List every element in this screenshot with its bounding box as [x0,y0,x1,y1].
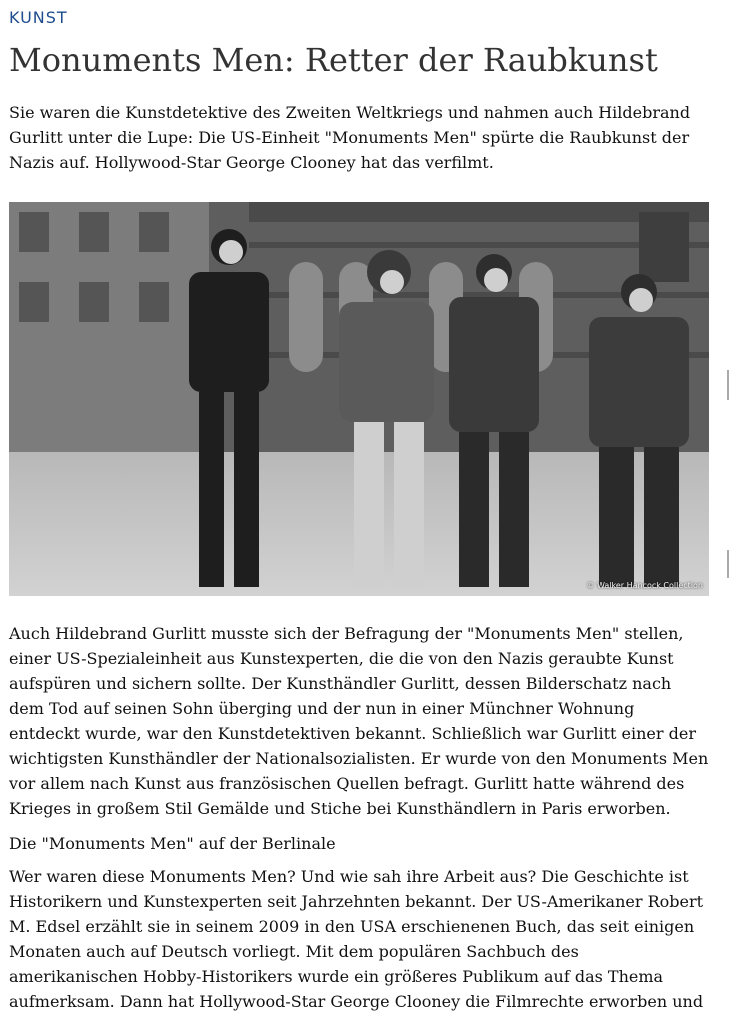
photo-illustration [9,202,709,596]
body-subheading: Die "Monuments Men" auf der Berlinale [9,834,336,853]
section-label[interactable]: KUNST [9,8,68,27]
article-lead: Sie waren die Kunstdetektive des Zweiten Weltkriegs und nahmen auch Hildebrand Gurlitt unter die Lupe: Die US-Einheit "Monuments Men" spürte die Raubkunst der Nazis auf. Hollywood-Star George Clooney hat das verfilmt. [9,103,691,172]
sidebar-edge-line [727,370,729,400]
article-body [9,621,709,1014]
article-photo [9,202,709,596]
body-paragraph-1: Auch Hildebrand Gurlitt musste sich der Befragung der "Monuments Men" stellen, einer US-Spezialeinheit aus Kunstexperten, die die von den Nazis geraubte Kunst aufspüren und sichern sollte. Der Kunsthändler Gurlitt, dessen Bilderschatz nach dem Tod auf seinen Sohn überging und der nun in einer Münchner Wohnung entdeckt wurde, war den Kunstdetektiven bekannt. Schließlich war Gurlitt einer der wichtigsten Kunsthändler der Nationalsozialisten. Er wurde von den Monuments Men vor allem nach Kunst aus französischen Quellen befragt. Gurlitt hatte während des Krieges in großem Stil Gemälde und Stiche bei Kunsthändlern in Paris erworben. [9,624,709,818]
article-headline: Monuments Men: Retter der Raubkunst [9,41,658,79]
sidebar-edge-line [727,550,729,578]
body-paragraph-2: Wer waren diese Monuments Men? Und wie sah ihre Arbeit aus? Die Geschichte ist Historikern und Kunstexperten seit Jahrzehnten bekannt. Der US-Amerikaner Robert M. Edsel erzählt sie in seinem 2009 in den USA erschienenen Buch, das seit einigen Monaten auch auf Deutsch vorliegt. Mit dem populären Sachbuch des amerikanischen Hobby-Historikers wurde ein größeres Publikum auf das Thema aufmerksam. Dann hat Hollywood-Star George Clooney die Filmrechte erworben und [9,867,704,1011]
photo-credit: © Walker Hancock Collection [586,581,703,590]
